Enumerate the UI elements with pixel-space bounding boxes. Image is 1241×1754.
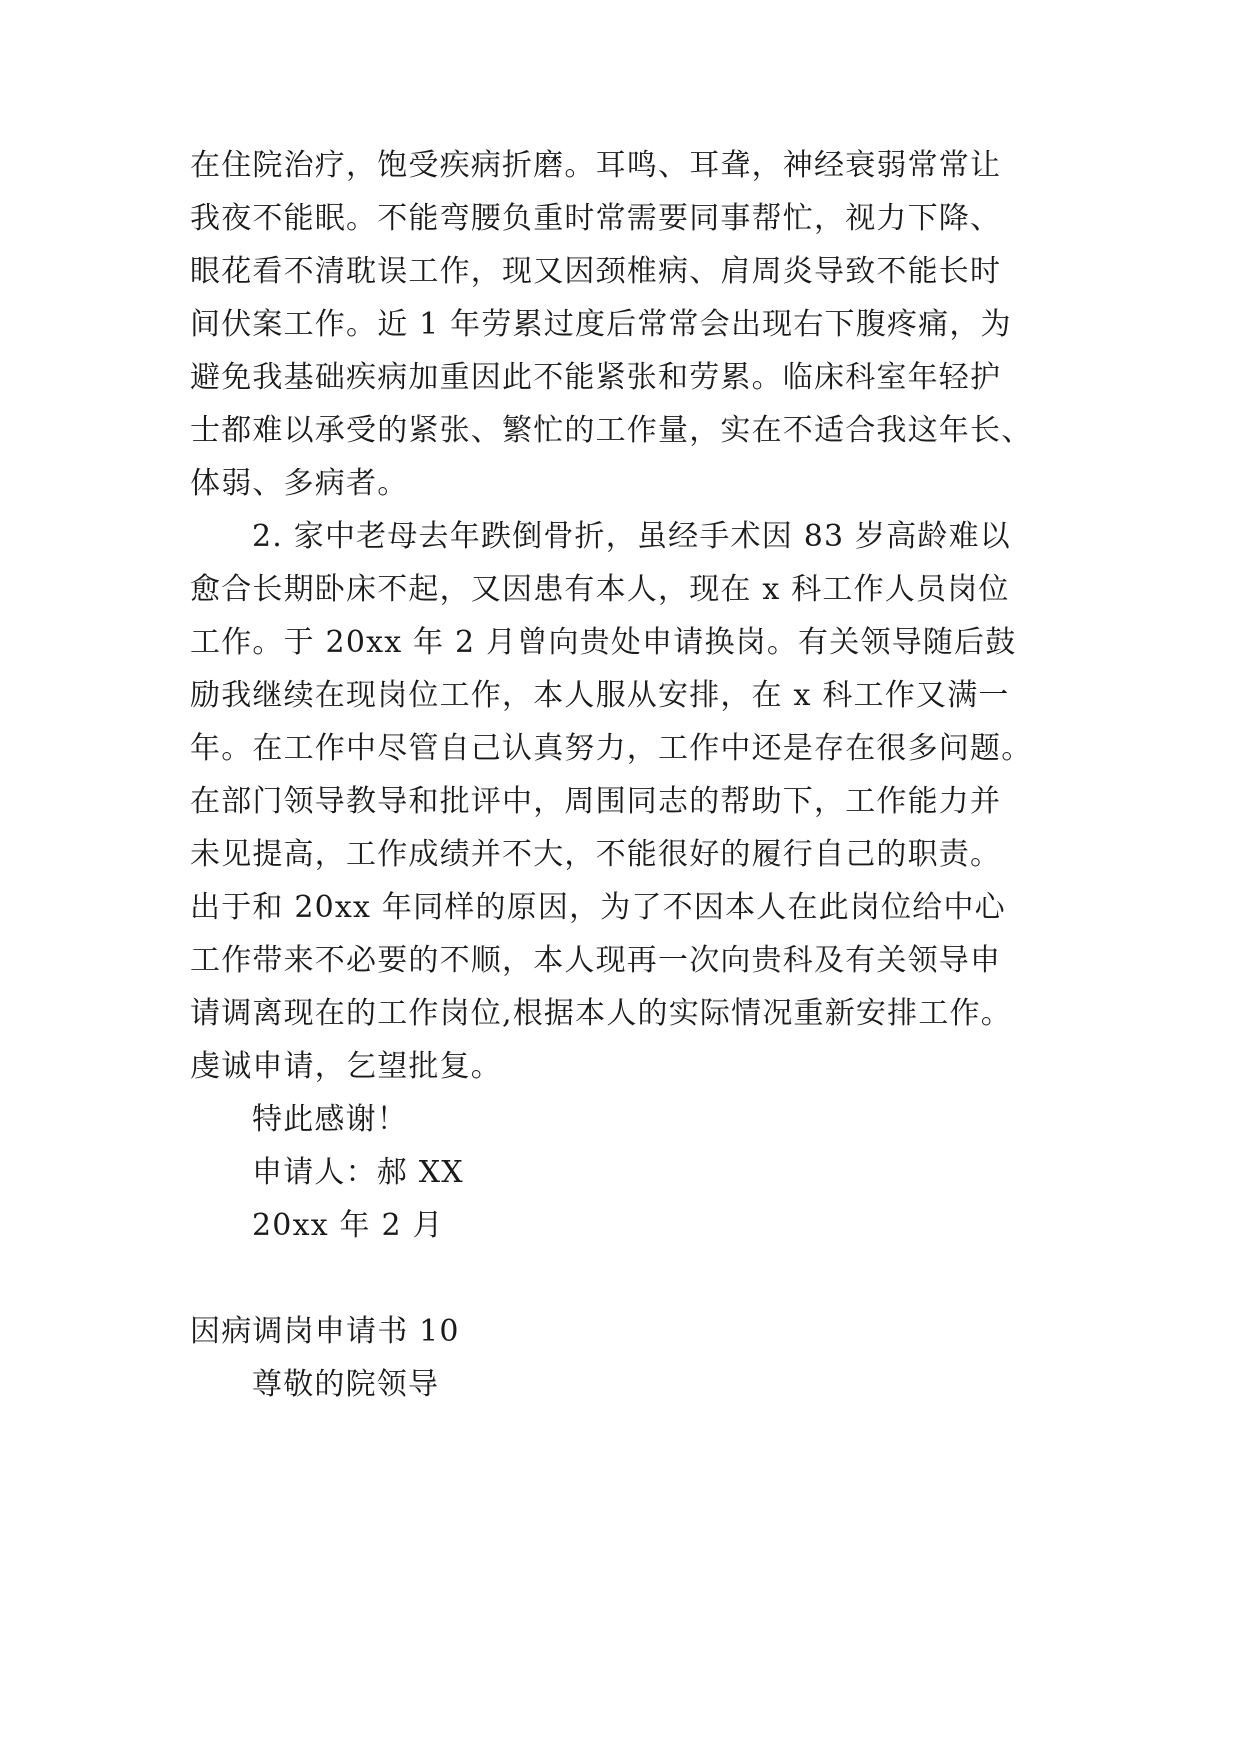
body-line: 体弱、多病者。: [190, 466, 409, 501]
document-date: 20xx 年 2 月: [252, 1208, 444, 1243]
body-line: 虔诚申请，乞望批复。: [190, 1049, 502, 1084]
body-line: 在部门领导教导和批评中，周围同志的帮助下，工作能力并: [190, 784, 1002, 819]
body-line: 工作。于 20xx 年 2 月曾向贵处申请换岗。有关领导随后鼓: [190, 625, 1017, 660]
body-line: 避免我基础疾病加重因此不能紧张和劳累。临床科室年轻护: [190, 360, 1002, 395]
body-line: 在住院治疗，饱受疾病折磨。耳鸣、耳聋，神经衰弱常常让: [190, 148, 1002, 183]
body-line: 我夜不能眠。不能弯腰负重时常需要同事帮忙，视力下降、: [190, 201, 1002, 236]
body-line: 间伏案工作。近 1 年劳累过度后常常会出现右下腹疼痛，为: [190, 307, 1012, 342]
body-line: 未见提高，工作成绩并不大，不能很好的履行自己的职责。: [190, 837, 1002, 872]
section-title: 因病调岗申请书 10: [190, 1314, 460, 1349]
applicant-signature: 申请人：郝 XX: [252, 1155, 464, 1190]
body-line: 士都难以承受的紧张、繁忙的工作量，实在不适合我这年长、: [190, 413, 1033, 448]
body-line: 愈合长期卧床不起，又因患有本人，现在 x 科工作人员岗位: [190, 572, 1010, 607]
body-line: 励我继续在现岗位工作，本人服从安排，在 x 科工作又满一: [190, 678, 1010, 713]
paragraph-2-first-line: 2. 家中老母去年跌倒骨折，虽经手术因 83 岁高龄难以: [252, 519, 1012, 554]
salutation: 尊敬的院领导: [252, 1367, 440, 1402]
closing-text: 特此感谢！: [252, 1102, 408, 1137]
body-line: 年。在工作中尽管自己认真努力，工作中还是存在很多问题。: [190, 731, 1033, 766]
body-line: 眼花看不清耽误工作，现又因颈椎病、肩周炎导致不能长时: [190, 254, 1002, 289]
body-line: 出于和 20xx 年同样的原因，为了不因本人在此岗位给中心: [190, 890, 1006, 925]
body-line: 工作带来不必要的不顺，本人现再一次向贵科及有关领导申: [190, 943, 1002, 978]
body-line: 请调离现在的工作岗位,根据本人的实际情况重新安排工作。: [190, 996, 1012, 1031]
